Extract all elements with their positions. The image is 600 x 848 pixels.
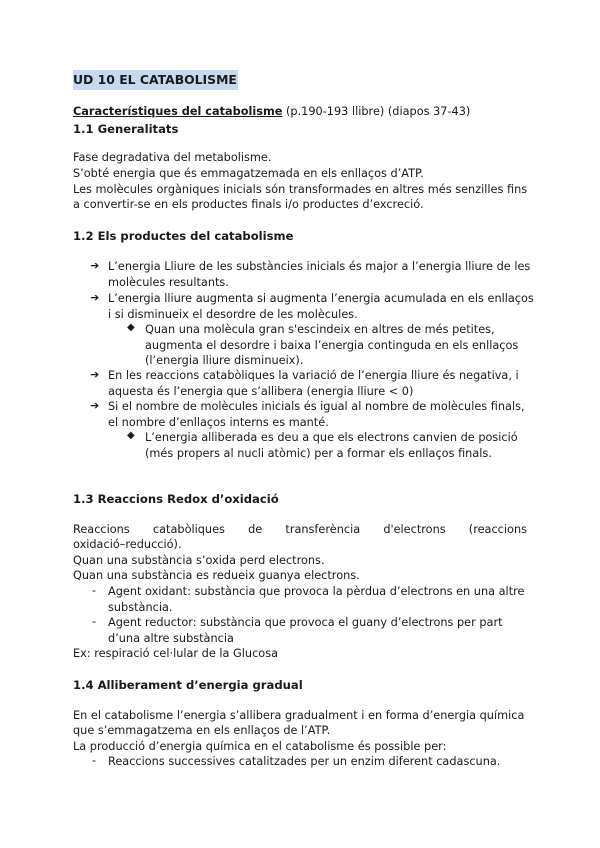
bullet-line: L’energia lliure augmenta si augmenta l’energia acumulada en els enllaços — [108, 292, 534, 305]
bullet-item — [108, 259, 531, 290]
bullet-line: Si el nombre de molècules inicials és igual al nombre de molècules finals, — [108, 400, 525, 413]
paragraph-line: Fase degradativa del metabolisme. — [73, 151, 272, 164]
paragraph-line: Les molècules orgàniques inicials són transformades en altres més senzilles fins — [73, 183, 528, 196]
word: d'electrons — [383, 523, 446, 536]
bullet-line: Agent oxidant: substància que provoca la pèrdua d’electrons en una altre — [108, 585, 525, 598]
document-title: UD 10 EL CATABOLISME — [73, 70, 238, 90]
dash-bullet-icon: - — [92, 615, 97, 628]
arrow-bullet-icon: ➔ — [90, 259, 100, 272]
paragraph-line: S’obté energia que és emmagatzemada en els enllaços d’ATP. — [73, 167, 424, 180]
dash-item — [108, 584, 527, 615]
paragraph-line: oxidació–reducció). — [73, 538, 182, 551]
word: transferència — [285, 523, 361, 536]
bullet-line: L’energia alliberada es deu a que els electrons canvien de posició — [145, 431, 518, 444]
bullet-line: el nombre d’enllaços interns es manté. — [108, 415, 329, 429]
bullet-line: Agent reductor: substància que provoca el guany d’electrons per part — [108, 616, 503, 629]
dash-bullet-icon: - — [92, 584, 97, 597]
paragraph-line: a convertir-se en els productes finals i/o productes d’excreció. — [73, 198, 424, 211]
diamond-bullet-icon: ◆ — [127, 430, 135, 441]
intro-heading-underlined: Característiques del catabolisme — [73, 105, 283, 118]
bullet-item — [108, 291, 534, 322]
dash-bullet-icon: - — [92, 754, 97, 767]
dash-item — [108, 615, 527, 646]
arrow-bullet-icon: ➔ — [90, 291, 100, 304]
paragraph-line: La producció d’energia química en el catabolisme és possible per: — [73, 740, 447, 753]
section-heading-1-1: 1.1 Generalitats — [73, 122, 179, 136]
bullet-line: d’una altre substància — [108, 631, 234, 645]
bullet-line: augmenta el desordre i baixa l’energia continguda en els enllaços — [145, 338, 519, 352]
word: Reaccions — [73, 523, 130, 536]
word: de — [248, 523, 263, 536]
bullet-line: L’energia Lliure de les substàncies inicials és major a l’energia lliure de les — [108, 260, 531, 273]
bullet-item — [108, 399, 527, 430]
dash-item: Reaccions successives catalitzades per un enzim diferent cadascuna. — [108, 755, 501, 768]
bullet-line: substància. — [108, 600, 173, 614]
word: catabòliques — [152, 523, 225, 536]
paragraph-line: Quan una substància es redueix guanya electrons. — [73, 569, 360, 582]
diamond-bullet-icon: ◆ — [127, 322, 135, 333]
bullet-line: En les reaccions catabòliques la variació de l’energia lliure és negativa, i — [108, 369, 519, 382]
section-heading-1-3: 1.3 Reaccions Redox d’oxidació — [73, 492, 279, 506]
example-line: Ex: respiració cel·lular de la Glucosa — [73, 647, 279, 660]
paragraph-line: que s’emmagatzema en els enllaços de l’ATP. — [73, 724, 331, 737]
intro-heading — [73, 104, 527, 120]
bullet-line: molècules resultants. — [108, 275, 229, 289]
arrow-bullet-icon: ➔ — [90, 399, 100, 412]
bullet-line: (més propers al nucli atòmic) per a formar els enllaços finals. — [145, 446, 492, 460]
bullet-line: i si disminueix el desordre de les molècules. — [108, 307, 358, 321]
section-heading-1-4: 1.4 Alliberament d’energia gradual — [73, 678, 303, 692]
bullet-line: Quan una molècula gran s'escindeix en altres de més petites, — [145, 323, 495, 336]
arrow-bullet-icon: ➔ — [90, 368, 100, 381]
sub-bullet-item — [145, 322, 527, 369]
intro-heading-rest: (p.190-193 llibre) (diapos 37-43) — [282, 105, 471, 118]
bullet-item — [108, 368, 527, 399]
section-heading-1-2: 1.2 Els productes del catabolisme — [73, 229, 294, 243]
paragraph-line: En el catabolisme l’energia s’allibera gradualment i en forma d’energia química — [73, 709, 525, 722]
paragraph-line: Quan una substància s’oxida perd electrons. — [73, 554, 325, 567]
word: (reaccions — [468, 523, 527, 536]
bullet-line: aquesta és l’energia que s’allibera (energia lliure < 0) — [108, 384, 414, 398]
sub-bullet-item — [145, 430, 527, 461]
bullet-line: (l’energia lliure disminueix). — [145, 354, 304, 368]
justified-line — [73, 522, 527, 538]
